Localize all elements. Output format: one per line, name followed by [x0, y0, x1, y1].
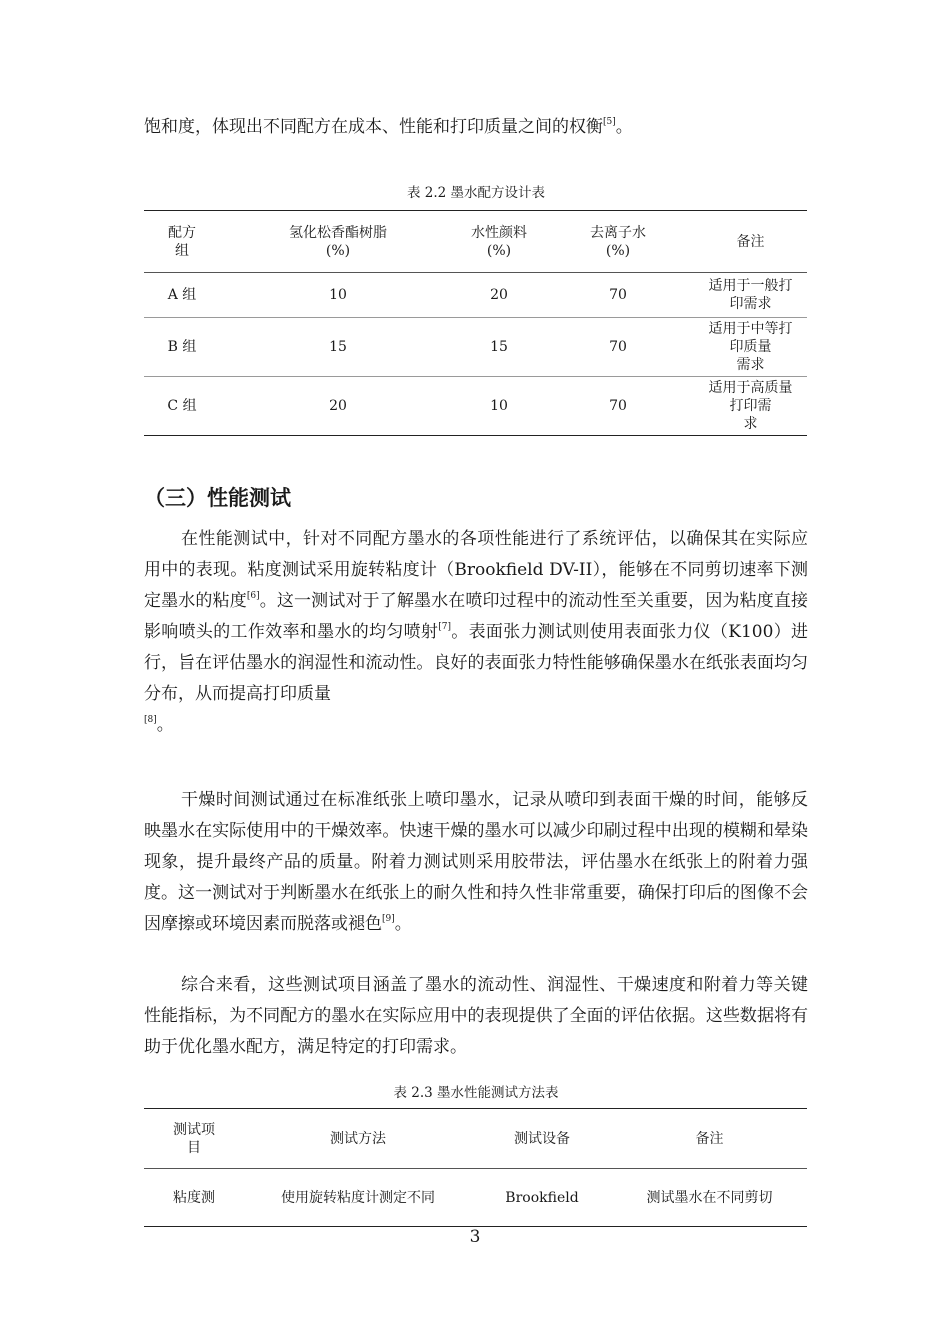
cell-item: 粘度测	[173, 1189, 215, 1206]
header-item: 测试项 目	[173, 1121, 215, 1156]
table1-caption: 表 2.2 墨水配方设计表	[406, 185, 546, 201]
table-header-row	[144, 1109, 807, 1169]
cell-group: B 组	[167, 339, 197, 355]
paragraph-2: 干燥时间测试通过在标准纸张上喷印墨水，记录从喷印到表面干燥的时间，能够反映墨水在实际使用中的干燥效率。快速干燥的墨水可以减少印刷过程中出现的模糊和晕染现象，提升最终产品的质量。附着力测试则采用胶带法，评估墨水在纸张上的附着力强度。这一测试对于判断墨水在纸张上的耐久性和持久性非常重要，确保打印后的图像不会因摩擦或环境因素而脱落或褪色[9]。	[144, 790, 808, 934]
table-row	[144, 377, 807, 436]
citation-ref: [6]	[246, 591, 260, 601]
citation-ref: [5]	[603, 117, 616, 127]
header-method: 测试方法	[330, 1130, 386, 1147]
cell-resin: 20	[329, 398, 347, 414]
cell-resin: 15	[329, 339, 347, 355]
test-method-table	[144, 1108, 807, 1227]
cell-note: 适用于高质量打印需 求	[708, 380, 793, 432]
header-device: 测试设备	[514, 1130, 570, 1147]
citation-ref: [7]	[438, 622, 451, 632]
section-heading: （三）性能测试	[144, 486, 291, 510]
citation-ref: [9]	[382, 914, 395, 924]
header-resin: 氢化松香酯树脂 (%)	[289, 224, 387, 259]
header-pigment: 水性颜料 (%)	[471, 224, 527, 259]
table-header-row	[144, 211, 807, 273]
header-note: 备注	[736, 233, 765, 250]
cell-pigment: 10	[490, 398, 508, 414]
cell-note: 适用于一般打印需求	[708, 278, 793, 312]
table-row	[144, 1169, 807, 1227]
top-paragraph-tail: 。	[615, 117, 633, 137]
cell-note: 测试墨水在不同剪切	[646, 1189, 773, 1206]
cell-pigment: 15	[490, 339, 508, 355]
header-water: 去离子水 (%)	[590, 224, 646, 259]
cell-note: 适用于中等打印质量 需求	[708, 321, 793, 373]
cell-group: A 组	[167, 287, 197, 303]
cell-water: 70	[609, 339, 627, 355]
formula-design-table	[144, 210, 807, 436]
header-note: 备注	[695, 1130, 724, 1147]
cell-resin: 10	[329, 287, 347, 303]
page-number: 3	[469, 1227, 481, 1247]
top-paragraph	[144, 112, 808, 143]
cell-pigment: 20	[490, 287, 508, 303]
top-paragraph-text: 饱和度，体现出不同配方在成本、性能和打印质量之间的权衡	[144, 117, 603, 137]
paragraph-3: 综合来看，这些测试项目涵盖了墨水的流动性、润湿性、干燥速度和附着力等关键性能指标，为不同配方的墨水在实际应用中的表现提供了全面的评估依据。这些数据将有助于优化墨水配方，满足特定的打印需求。	[144, 975, 808, 1057]
table2-caption: 表 2.3 墨水性能测试方法表	[393, 1085, 559, 1101]
cell-water: 70	[609, 287, 627, 303]
header-group: 配方 组	[168, 224, 196, 259]
table-row	[144, 273, 807, 318]
cell-group: C 组	[167, 398, 197, 414]
paragraph-1: 在性能测试中，针对不同配方墨水的各项性能进行了系统评估，以确保其在实际应用中的表现。粘度测试采用旋转粘度计（Brookfield DV-II），能够在不同剪切速率下测定墨水的粘度[6]。这一测试对于了解墨水在喷印过程中的流动性至关重要，因为粘度直接影响喷头的工作效率和墨水的均匀喷射[7]。表面张力测试则使用表面张力仪（K100）进行，旨在评估墨水的润湿性和流动性。良好的表面张力特性能够确保墨水在纸张表面均匀分布，从而提高打印质量 [8]。	[144, 529, 809, 735]
citation-ref: [8]	[144, 715, 157, 725]
table-row	[144, 318, 807, 377]
cell-device: Brookfield	[505, 1189, 579, 1206]
cell-water: 70	[609, 398, 627, 414]
cell-method: 使用旋转粘度计测定不同	[281, 1189, 435, 1206]
